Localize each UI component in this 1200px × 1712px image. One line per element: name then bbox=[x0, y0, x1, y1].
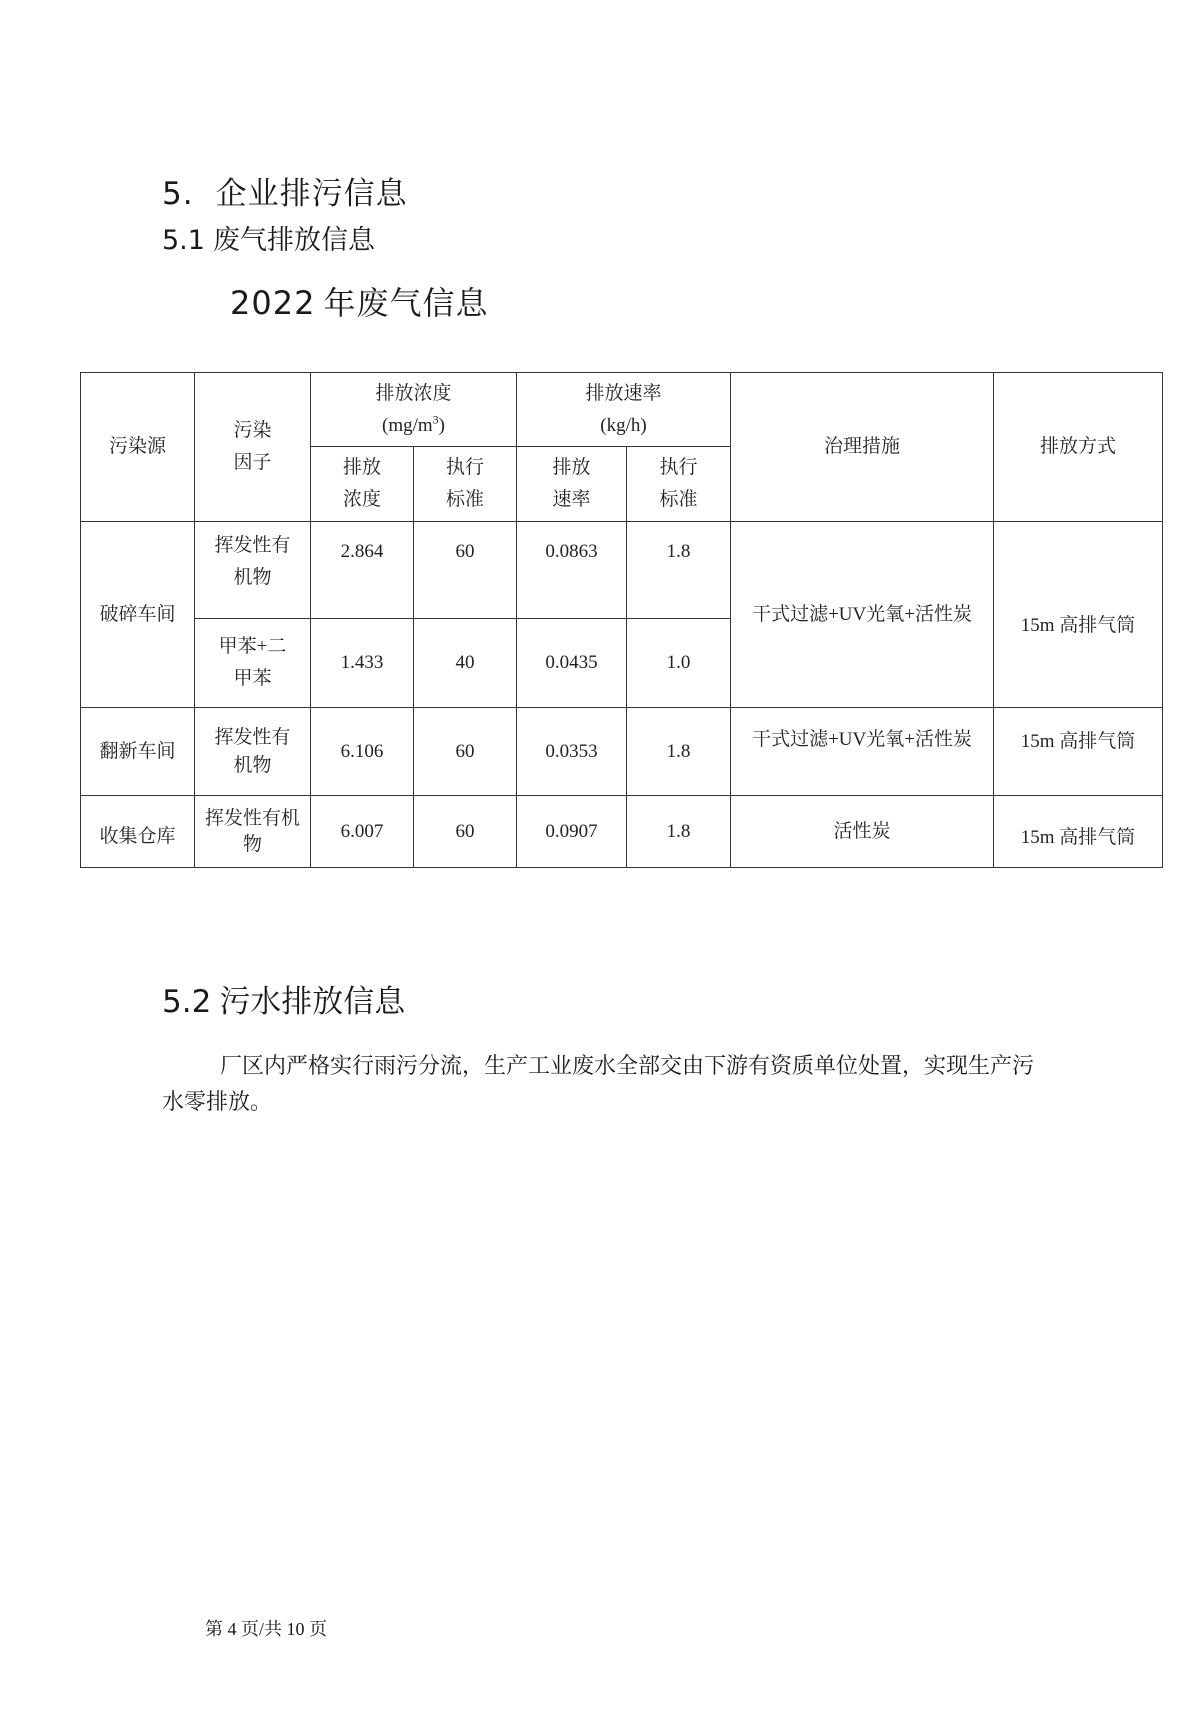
cell-treatment: 干式过滤+UV光氧+活性炭 bbox=[731, 708, 994, 796]
cell-source: 翻新车间 bbox=[81, 708, 195, 796]
section-5-2-title: 污水排放信息 bbox=[219, 984, 406, 1020]
cell-rate-std: 1.0 bbox=[627, 619, 731, 708]
cell-rate-std: 1.8 bbox=[627, 708, 731, 796]
cell-method: 15m 高排气筒 bbox=[994, 796, 1163, 868]
header-source: 污染源 bbox=[81, 373, 195, 522]
table-title-year: 2022 bbox=[230, 284, 316, 322]
cell-rate-std: 1.8 bbox=[627, 796, 731, 868]
cell-factor: 挥发性有 机物 bbox=[195, 522, 311, 619]
cell-rate: 0.0863 bbox=[517, 522, 627, 619]
header-rate-label: 排放速率 bbox=[585, 382, 662, 404]
cell-source: 破碎车间 bbox=[81, 522, 195, 708]
wastewater-paragraph: 厂区内严格实行雨污分流，生产工业废水全部交由下游有资质单位处置，实现生产污水零排放。 bbox=[162, 1053, 1035, 1114]
cell-conc-std: 60 bbox=[414, 708, 517, 796]
cell-conc-std: 60 bbox=[414, 522, 517, 619]
section-5-1-title: 废气排放信息 bbox=[212, 225, 375, 256]
header-factor: 污染 因子 bbox=[195, 373, 311, 522]
cell-method: 15m 高排气筒 bbox=[994, 522, 1163, 708]
cell-rate: 0.0907 bbox=[517, 796, 627, 868]
header-concentration-label: 排放浓度 bbox=[375, 382, 452, 404]
page-footer: 第 4 页/共 10 页 bbox=[205, 1619, 328, 1639]
cell-conc-std: 40 bbox=[414, 619, 517, 708]
table-title-text: 年废气信息 bbox=[323, 284, 489, 322]
table-title bbox=[230, 278, 488, 324]
cell-factor: 挥发性有机 物 bbox=[195, 796, 311, 868]
cell-conc: 6.007 bbox=[311, 796, 414, 868]
header-treatment: 治理措施 bbox=[731, 373, 994, 522]
table-row bbox=[81, 708, 1163, 796]
cell-rate: 0.0435 bbox=[517, 619, 627, 708]
header-method: 排放方式 bbox=[994, 373, 1163, 522]
cell-rate-std: 1.8 bbox=[627, 522, 731, 619]
cell-conc: 6.106 bbox=[311, 708, 414, 796]
header-rate-std: 执行 标准 bbox=[627, 447, 731, 522]
table-row bbox=[81, 796, 1163, 868]
cell-method: 15m 高排气筒 bbox=[994, 708, 1163, 796]
table-row bbox=[81, 522, 1163, 619]
cell-source: 收集仓库 bbox=[81, 796, 195, 868]
section-5-1-heading bbox=[162, 218, 375, 257]
section-5-title: 企业排污信息 bbox=[215, 176, 408, 212]
cell-conc: 2.864 bbox=[311, 522, 414, 619]
section-5-1-number: 5.1 bbox=[162, 225, 205, 256]
cell-conc-std: 60 bbox=[414, 796, 517, 868]
header-rate-unit: (kg/h) bbox=[600, 414, 647, 436]
section-5-2-number: 5.2 bbox=[162, 984, 212, 1020]
emissions-table bbox=[80, 372, 1163, 868]
cell-treatment: 干式过滤+UV光氧+活性炭 bbox=[731, 522, 994, 708]
section-5-heading bbox=[162, 168, 408, 213]
header-rate-group bbox=[517, 373, 731, 447]
section-5-number: 5. bbox=[162, 176, 194, 212]
cell-factor: 挥发性有 机物 bbox=[195, 708, 311, 796]
header-conc-std: 执行 标准 bbox=[414, 447, 517, 522]
cell-factor: 甲苯+二 甲苯 bbox=[195, 619, 311, 708]
header-concentration-group bbox=[311, 373, 517, 447]
header-concentration-unit: $(mg/m^3)$ bbox=[382, 412, 445, 436]
cell-rate: 0.0353 bbox=[517, 708, 627, 796]
cell-conc: 1.433 bbox=[311, 619, 414, 708]
header-conc-value: 排放 浓度 bbox=[311, 447, 414, 522]
cell-treatment: 活性炭 bbox=[731, 796, 994, 868]
section-5-2-heading bbox=[162, 976, 405, 1021]
header-rate-value: 排放 速率 bbox=[517, 447, 627, 522]
